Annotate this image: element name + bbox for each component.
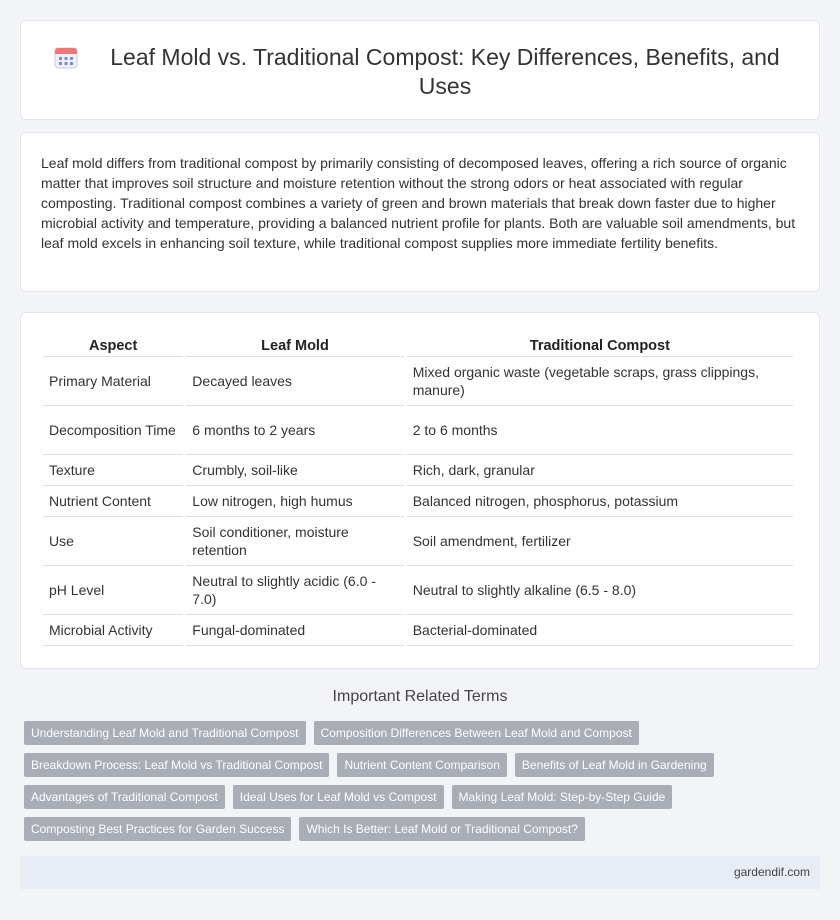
table-row — [43, 357, 793, 406]
table-cell: Fungal-dominated — [186, 615, 403, 646]
page-title: Leaf Mold vs. Traditional Compost: Key Differences, Benefits, and Uses — [110, 44, 780, 99]
related-terms-title: Important Related Terms — [332, 688, 508, 705]
table-cell: Rich, dark, granular — [407, 455, 793, 486]
comparison-table — [40, 333, 796, 646]
table-cell: Decayed leaves — [186, 357, 403, 406]
table-cell: Nutrient Content — [43, 486, 183, 517]
table-cell: Neutral to slightly acidic (6.0 - 7.0) — [186, 566, 403, 615]
table-row — [43, 486, 793, 517]
table-cell: Decomposition Time — [43, 406, 183, 455]
table-cell: Neutral to slightly alkaline (6.5 - 8.0) — [407, 566, 793, 615]
tag-row — [24, 817, 804, 841]
tag-row — [24, 753, 804, 777]
table-cell: Primary Material — [43, 357, 183, 406]
related-term-tag[interactable]: Understanding Leaf Mold and Traditional Compost — [24, 721, 306, 745]
intro-card — [20, 132, 820, 292]
related-term-tag[interactable]: Nutrient Content Comparison — [337, 753, 506, 777]
header-traditional-compost: Traditional Compost — [407, 333, 793, 357]
related-term-tag[interactable]: Composition Differences Between Leaf Mold and Compost — [314, 721, 639, 745]
footer-site-link[interactable]: gardendif.com — [733, 865, 810, 879]
related-term-tag[interactable]: Making Leaf Mold: Step-by-Step Guide — [452, 785, 673, 809]
related-term-tag[interactable]: Advantages of Traditional Compost — [24, 785, 225, 809]
tag-row — [24, 785, 804, 809]
calendar-icon — [53, 45, 79, 71]
table-cell: Microbial Activity — [43, 615, 183, 646]
table-cell: Use — [43, 517, 183, 566]
header-leaf-mold: Leaf Mold — [186, 333, 403, 357]
intro-paragraph: Leaf mold differs from traditional compost by primarily consisting of decomposed leaves, offering a rich source of organic matter that improves soil structure and moisture retention without the strong odors or heat associated with regular composting. Traditional compost combines a variety of green and brown materials that break down faster due to higher microbial activity and temperature, providing a balanced nutrient profile for plants. Both are valuable soil amendments, but leaf mold excels in enhancing soil texture, while traditional compost supplies more immediate fertility benefits. — [41, 155, 796, 251]
table-cell: Texture — [43, 455, 183, 486]
related-term-tag[interactable]: Breakdown Process: Leaf Mold vs Traditional Compost — [24, 753, 329, 777]
table-cell: 6 months to 2 years — [186, 406, 403, 455]
table-cell: Balanced nitrogen, phosphorus, potassium — [407, 486, 793, 517]
table-cell: Mixed organic waste (vegetable scraps, grass clippings, manure) — [407, 357, 793, 406]
table-row — [43, 406, 793, 455]
table-row — [43, 615, 793, 646]
table-row — [43, 517, 793, 566]
table-cell: Low nitrogen, high humus — [186, 486, 403, 517]
footer — [20, 856, 820, 889]
comparison-card — [20, 312, 820, 669]
table-row — [43, 455, 793, 486]
tag-row — [24, 721, 804, 745]
header-card — [20, 20, 820, 120]
table-cell: Bacterial-dominated — [407, 615, 793, 646]
related-term-tag[interactable]: Composting Best Practices for Garden Success — [24, 817, 291, 841]
table-cell: Soil conditioner, moisture retention — [186, 517, 403, 566]
table-cell: Crumbly, soil-like — [186, 455, 403, 486]
table-cell: pH Level — [43, 566, 183, 615]
table-cell: Soil amendment, fertilizer — [407, 517, 793, 566]
related-terms-list — [24, 721, 804, 849]
table-cell: 2 to 6 months — [407, 406, 793, 455]
table-row — [43, 566, 793, 615]
related-term-tag[interactable]: Ideal Uses for Leaf Mold vs Compost — [233, 785, 444, 809]
table-header-row — [43, 333, 793, 357]
related-term-tag[interactable]: Which Is Better: Leaf Mold or Traditional Compost? — [299, 817, 584, 841]
header-aspect: Aspect — [43, 333, 183, 357]
related-term-tag[interactable]: Benefits of Leaf Mold in Gardening — [515, 753, 714, 777]
